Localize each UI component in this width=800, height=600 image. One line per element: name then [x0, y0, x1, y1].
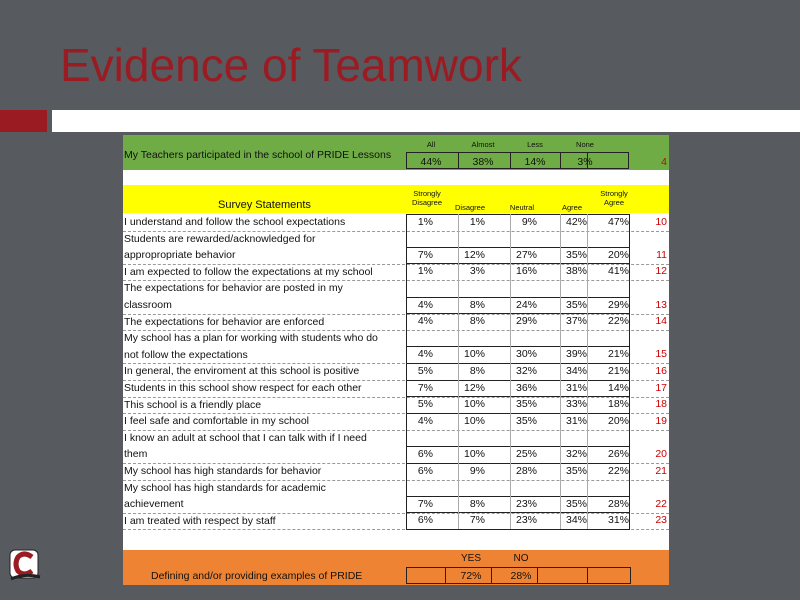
survey-row-number: 16: [655, 365, 667, 377]
survey-statement: them: [124, 448, 148, 461]
survey-statement: I am expected to follow the expectations at my school: [124, 265, 373, 278]
survey-value: 8%: [469, 315, 485, 328]
survey-statement: This school is a friendly place: [124, 398, 262, 411]
survey-value: 6%: [417, 448, 433, 460]
survey-column-header: Disagree: [454, 203, 485, 212]
survey-value: 31%: [607, 514, 629, 527]
survey-table: [123, 135, 669, 585]
survey-value: 23%: [515, 497, 537, 510]
survey-statement: I feel safe and comfortable in my school: [124, 415, 310, 428]
survey-value: 31%: [565, 414, 587, 427]
survey-value: 10%: [463, 398, 485, 411]
survey-row-number: 11: [656, 248, 667, 261]
survey-statement: I know an adult at school that I can talk with if I need: [124, 431, 367, 444]
top-question-value: 14%: [524, 156, 546, 168]
divider-bar: [52, 110, 800, 132]
survey-value: 5%: [417, 398, 433, 411]
value-cell-border: [406, 346, 629, 363]
bottom-question-divider: [445, 567, 446, 584]
bottom-question-divider: [587, 567, 588, 584]
survey-value: 4%: [417, 348, 433, 361]
survey-row-number: 10: [655, 215, 667, 228]
survey-value: 21%: [607, 348, 629, 361]
survey-value: 35%: [565, 298, 587, 311]
survey-value: 38%: [565, 265, 587, 278]
survey-value: 29%: [515, 315, 537, 328]
survey-statement: In general, the enviroment at this school is positive: [124, 365, 360, 378]
survey-value: 4%: [417, 414, 433, 427]
survey-row-number: 21: [655, 464, 667, 477]
survey-value: 7%: [469, 514, 485, 527]
survey-value: 28%: [607, 497, 629, 510]
value-cell-border: [406, 512, 629, 529]
survey-value: 7%: [417, 248, 433, 261]
survey-value: 35%: [515, 398, 537, 411]
top-question-statement: My Teachers participated in the school of PRIDE Lessons: [124, 149, 392, 161]
survey-value: 7%: [417, 497, 433, 510]
survey-statement: My school has high standards for behavior: [124, 465, 322, 477]
top-question-header: None: [576, 140, 594, 149]
value-cell-border: [406, 247, 629, 264]
survey-value: 25%: [515, 448, 537, 460]
survey-statement: The expectations for behavior are enforced: [124, 315, 325, 328]
value-cell-border: [406, 446, 629, 463]
survey-value: 30%: [515, 348, 537, 361]
survey-statement: classroom: [124, 299, 172, 311]
survey-value: 39%: [565, 348, 587, 361]
value-column-left-border: [406, 214, 407, 529]
survey-value: 22%: [607, 464, 629, 477]
survey-value: 26%: [607, 448, 629, 460]
top-question-header: Almost: [471, 140, 495, 149]
survey-row-number: 14: [655, 315, 667, 328]
survey-value: 41%: [607, 265, 629, 278]
survey-value: 33%: [565, 398, 587, 411]
value-cell-border: [406, 363, 629, 380]
value-cell-border: [406, 463, 629, 480]
top-question-row-number: 4: [661, 156, 667, 168]
survey-statement: appropropriate behavior: [124, 249, 236, 262]
survey-statement: Students are rewarded/acknowledged for: [124, 232, 316, 245]
value-column-divider: [587, 214, 588, 529]
survey-value: 3%: [469, 265, 485, 278]
bottom-question-header: NO: [513, 553, 529, 564]
value-cell-border: [406, 214, 629, 231]
value-column-divider: [458, 214, 459, 529]
slide-title: Evidence of Teamwork: [60, 39, 522, 91]
value-column-bottom-border: [406, 529, 630, 530]
survey-value: 5%: [417, 365, 433, 377]
survey-value: 21%: [607, 365, 629, 377]
value-cell-border: [406, 380, 629, 397]
value-cell-border: [406, 396, 629, 413]
survey-value: 27%: [515, 248, 537, 261]
survey-value: 23%: [515, 514, 537, 527]
survey-row-number: 19: [655, 414, 667, 427]
spacer-row: [123, 172, 669, 185]
survey-column-header: Strongly Agree: [600, 189, 628, 207]
survey-value: 35%: [515, 414, 537, 427]
survey-statement: My school has a plan for working with students who do: [124, 332, 378, 345]
survey-statement: I understand and follow the school expectations: [124, 216, 346, 228]
survey-statement: The expectations for behavior are posted in my: [124, 282, 343, 295]
survey-value: 35%: [565, 464, 587, 477]
survey-value: 34%: [565, 514, 587, 527]
survey-value: 14%: [607, 381, 629, 394]
survey-value: 8%: [469, 298, 485, 311]
survey-value: 9%: [521, 215, 537, 228]
value-cell-border: [406, 413, 629, 430]
survey-value: 10%: [463, 348, 485, 361]
survey-value: 7%: [417, 381, 433, 394]
survey-value: 6%: [417, 464, 433, 477]
survey-row-number: 22: [655, 497, 667, 510]
bottom-question-statement: Defining and/or providing examples of PRIDE: [151, 570, 363, 582]
value-cell-border: [406, 297, 629, 314]
bottom-question-value: 72%: [460, 570, 482, 582]
top-question-value: 3%: [577, 156, 593, 168]
survey-value: 4%: [417, 298, 433, 311]
survey-value: 32%: [565, 448, 587, 460]
survey-value: 37%: [565, 315, 587, 328]
survey-value: 12%: [463, 381, 485, 394]
survey-row-number: 12: [655, 265, 667, 278]
value-column-divider: [510, 214, 511, 529]
survey-statement: Students in this school show respect for each other: [124, 382, 362, 394]
bottom-question-value: 28%: [510, 570, 532, 582]
top-question-header: Less: [527, 140, 543, 149]
survey-row-number: 13: [655, 298, 667, 311]
survey-value: 31%: [565, 381, 587, 394]
survey-statement: achievement: [124, 498, 184, 511]
survey-value: 20%: [607, 414, 629, 427]
survey-value: 32%: [515, 365, 537, 377]
survey-value: 28%: [515, 464, 537, 477]
value-cell-border: [406, 496, 629, 513]
survey-value: 24%: [515, 298, 537, 311]
survey-value: 8%: [469, 497, 485, 510]
survey-value: 35%: [565, 248, 587, 261]
survey-value: 36%: [515, 381, 537, 394]
survey-value: 10%: [463, 448, 485, 460]
survey-column-header: Strongly Disagree: [411, 189, 442, 207]
survey-row-number: 17: [655, 381, 667, 394]
survey-value: 22%: [607, 315, 629, 328]
survey-value: 6%: [417, 514, 433, 527]
survey-statement: My school has high standards for academic: [124, 481, 326, 494]
value-column-right-border: [629, 214, 630, 529]
survey-value: 16%: [515, 265, 537, 278]
bottom-question-header: YES: [460, 553, 481, 564]
bottom-question-divider: [491, 567, 492, 584]
survey-value: 35%: [565, 497, 587, 510]
survey-value: 4%: [417, 315, 433, 328]
survey-value: 18%: [607, 398, 629, 411]
top-question-header: All: [426, 140, 436, 149]
survey-value: 1%: [417, 265, 433, 278]
c-bruins-logo-icon: [8, 549, 42, 583]
top-question-value: 38%: [472, 156, 494, 168]
value-cell-border: [406, 313, 629, 330]
survey-value: 9%: [469, 464, 485, 477]
survey-statement: I am treated with respect by staff: [124, 514, 276, 527]
survey-row-number: 20: [655, 448, 667, 460]
survey-value: 8%: [469, 365, 485, 377]
survey-value: 1%: [417, 215, 433, 228]
survey-header-label: Survey Statements: [218, 199, 311, 211]
survey-column-header: Agree: [561, 203, 582, 212]
top-question-value: 44%: [420, 156, 442, 168]
survey-statement: not follow the expectations: [124, 348, 248, 361]
survey-row-number: 18: [655, 398, 667, 411]
survey-row-number: 15: [655, 348, 667, 361]
survey-value: 42%: [565, 215, 587, 228]
survey-value: 29%: [607, 298, 629, 311]
survey-value: 20%: [607, 248, 629, 261]
survey-value: 47%: [607, 215, 629, 228]
survey-value: 10%: [463, 414, 485, 427]
survey-row-number: 23: [655, 514, 667, 527]
survey-value: 1%: [469, 215, 485, 228]
value-cell-border: [406, 263, 629, 280]
value-column-divider: [560, 214, 561, 529]
survey-column-header: Neutral: [509, 203, 535, 212]
survey-value: 34%: [565, 365, 587, 377]
survey-value: 12%: [463, 248, 485, 261]
accent-block: [0, 110, 47, 132]
